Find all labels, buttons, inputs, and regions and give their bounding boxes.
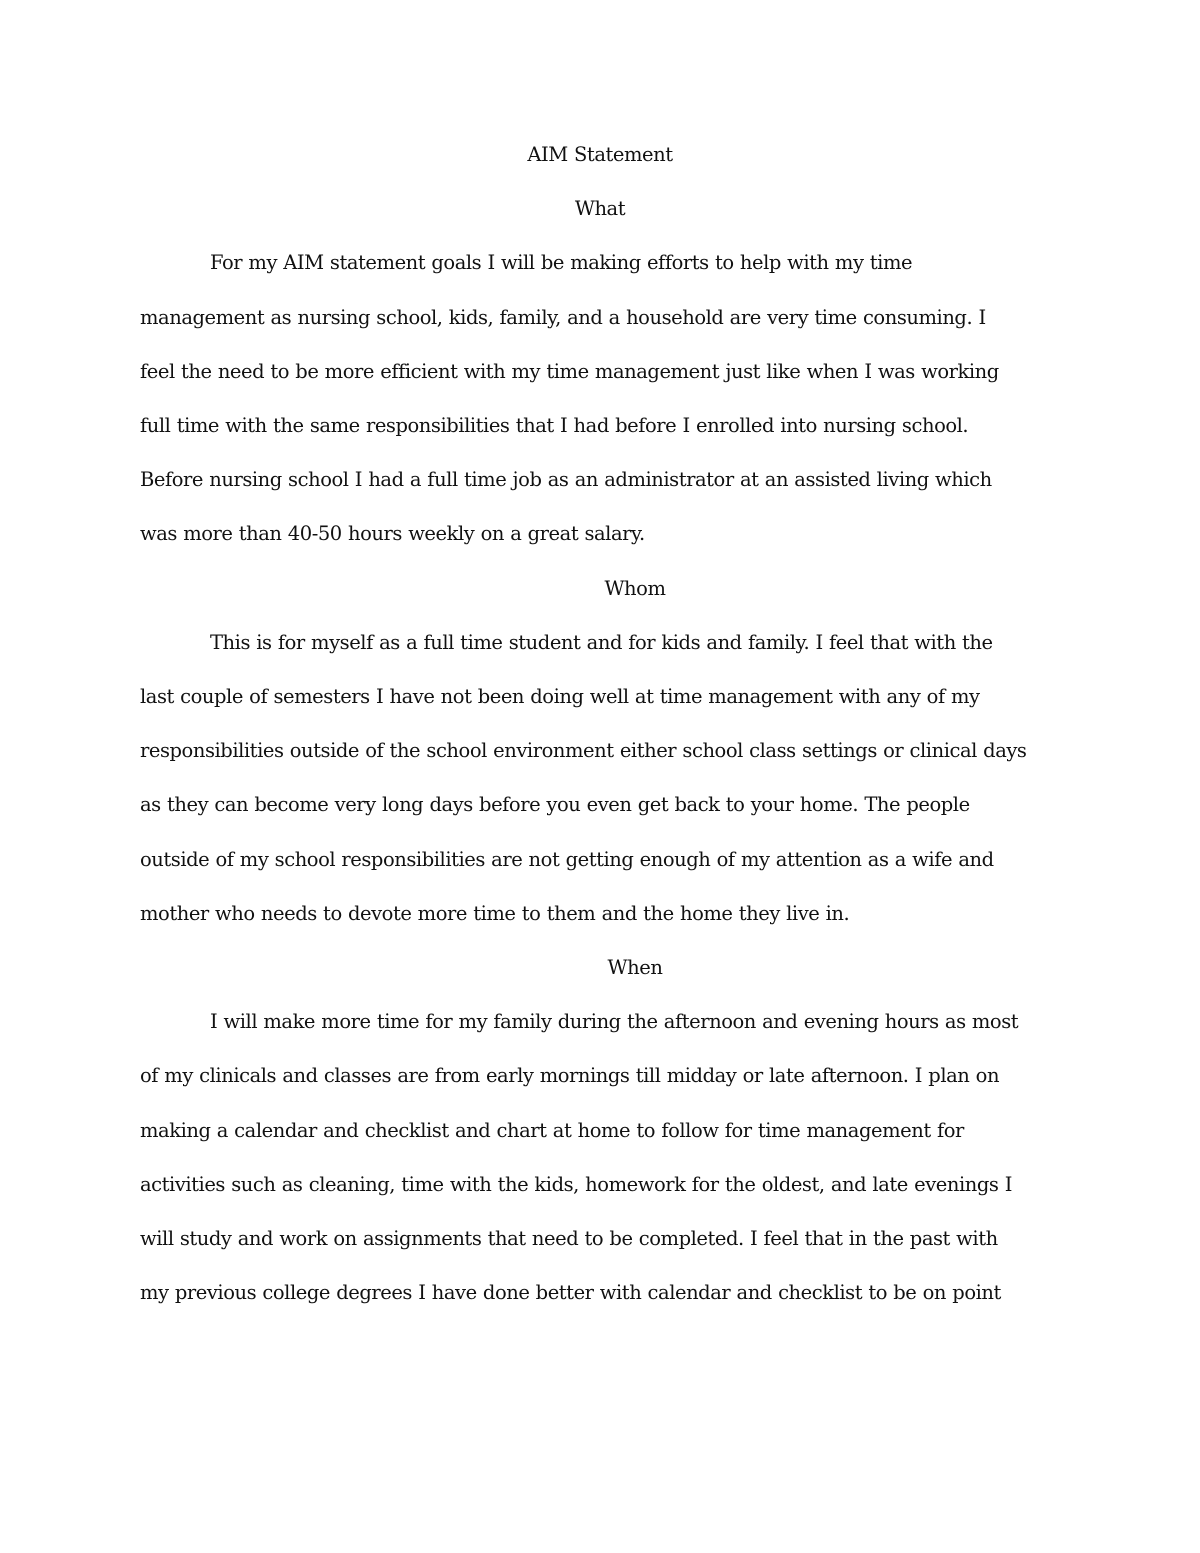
section-paragraph-what [140,236,1060,561]
paragraph-line: activities such as cleaning, time with the kids, homework for the oldest, and late evenings I [140,1172,1012,1196]
paragraph-line: feel the need to be more efficient with my time management just like when I was working [140,359,999,383]
paragraph-line: mother who needs to devote more time to them and the home they live in. [140,901,850,925]
document-body [140,128,1060,1320]
paragraph-line: making a calendar and checklist and chart at home to follow for time management for [140,1118,964,1142]
section-heading-whom: Whom [604,576,666,600]
paragraph-line: last couple of semesters I have not been doing well at time management with any of my [140,685,980,709]
section-heading-what: What [574,197,626,221]
paragraph-line: will study and work on assignments that need to be completed. I feel that in the past with [140,1227,998,1251]
paragraph-line: responsibilities outside of the school environment either school class settings or clinical days [140,739,1027,763]
document-title: AIM Statement [527,143,673,166]
paragraph-line: Before nursing school I had a full time job as an administrator at an assisted living which [140,468,992,492]
paragraph-line: full time with the same responsibilities that I had before I enrolled into nursing school. [140,414,969,438]
paragraph-line: For my AIM statement goals I will be making efforts to help with my time [210,251,913,275]
section-paragraph-whom [140,616,1060,941]
paragraph-line: my previous college degrees I have done better with calendar and checklist to be on point [140,1281,1001,1305]
paragraph-line: outside of my school responsibilities are not getting enough of my attention as a wife and [140,847,994,871]
paragraph-line: as they can become very long days before you even get back to your home. The people [140,793,970,817]
paragraph-line: management as nursing school, kids, family, and a household are very time consuming. I [140,305,986,329]
paragraph-line: of my clinicals and classes are from early mornings till midday or late afternoon. I plan on [140,1064,1000,1088]
section-paragraph-when [140,995,1060,1320]
section-heading-when: When [607,956,663,980]
paragraph-line: I will make more time for my family during the afternoon and evening hours as most [210,1010,1019,1034]
paragraph-line: This is for myself as a full time student and for kids and family. I feel that with the [210,630,993,654]
paragraph-line: was more than 40-50 hours weekly on a great salary. [140,522,645,546]
